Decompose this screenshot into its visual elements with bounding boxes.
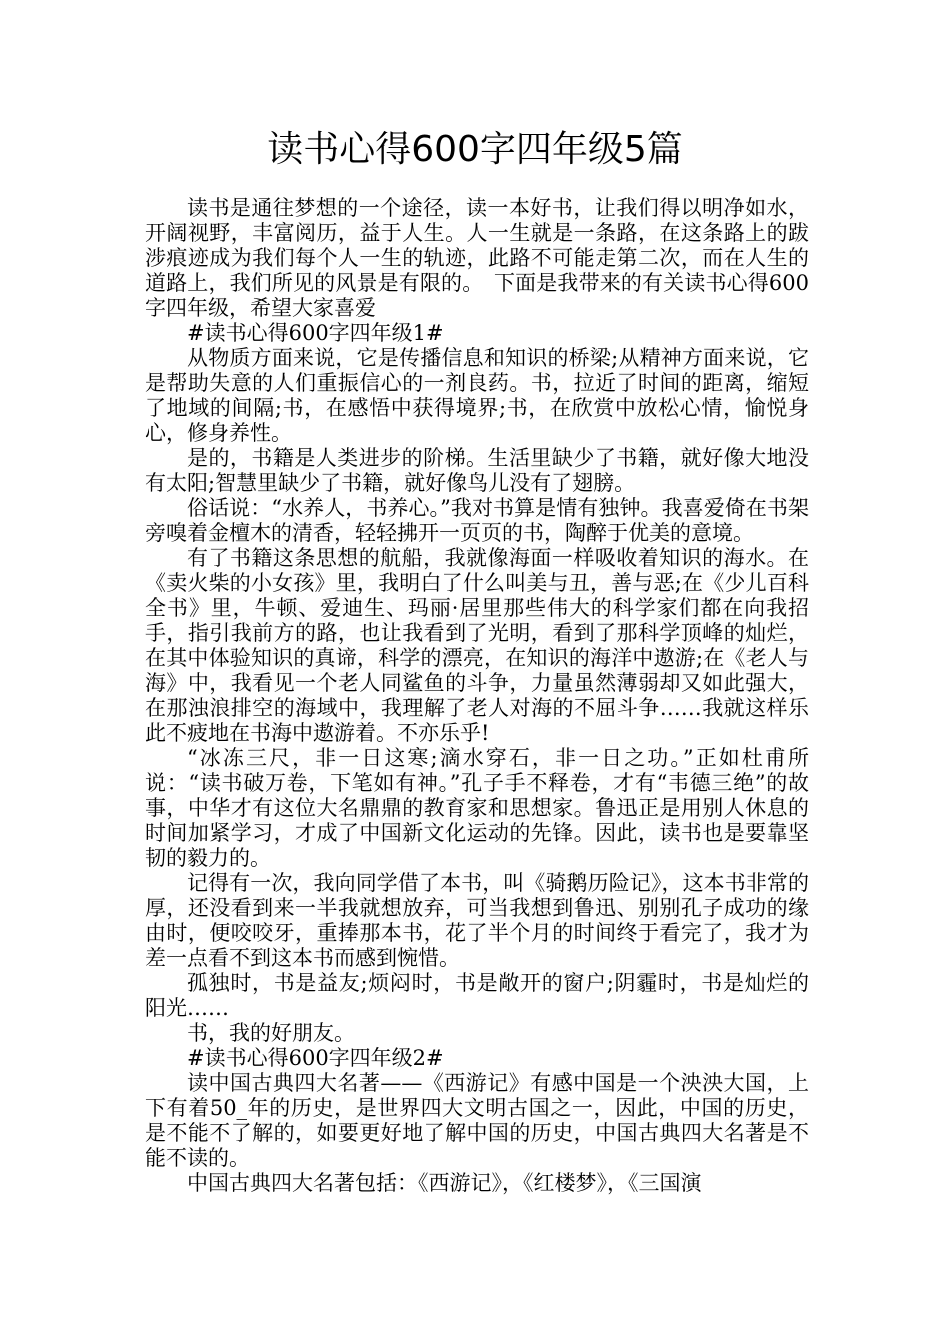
document-title: 读书心得600字四年级5篇 — [267, 129, 683, 170]
document-body — [145, 196, 809, 1196]
intro-paragraph: 读书是通往梦想的一个途径，读一本好书，让我们得以明净如水，开阔视野，丰富阅历，益于人生。人一生就是一条路，在这条路上的跋涉痕迹成为我们每个人一生的轨迹，此路不可能走第二次，而在人生的道路上，我们所见的风景是有限的。 下面是我带来的有关读书心得600字四年级，希望大家喜爱 — [145, 196, 809, 320]
section-heading-1: #读书心得600字四年级1# — [187, 321, 444, 345]
paragraph: 有了书籍这条思想的航船，我就像海面一样吸收着知识的海水。在《卖火柴的小女孩》里，我明白了什么叫美与丑，善与恶;在《少儿百科全书》里，牛顿、爱迪生、玛丽·居里那些伟大的科学家们都在向我招手，指引我前方的路，也让我看到了光明，看到了那科学顶峰的灿烂，在其中体验知识的真谛，科学的漂亮，在知识的海洋中遨游;在《老人与海》中，我看见一个老人同鲨鱼的斗争，力量虽然薄弱却又如此强大，在那浊浪排空的海域中，我理解了老人对海的不屈斗争……我就这样乐此不疲地在书海中遨游着。不亦乐乎! — [145, 546, 809, 745]
paragraph: 书，我的好朋友。 — [187, 1021, 355, 1045]
paragraph: 孤独时，书是益友;烦闷时，书是敞开的窗户;阴霾时，书是灿烂的阳光…… — [145, 971, 809, 1020]
paragraph: 读中国古典四大名著——《西游记》有感中国是一个泱泱大国，上下有着50_年的历史，是世界四大文明古国之一，因此，中国的历史，是不能不了解的，如要更好地了解中国的历史，中国古典四大名著是不能不读的。 — [145, 1071, 809, 1170]
paragraph: 俗话说：“水养人，书养心。”我对书算是情有独钟。我喜爱倚在书架旁嗅着金檀木的清香，轻轻拂开一页页的书，陶醉于优美的意境。 — [145, 496, 809, 545]
paragraph: 是的，书籍是人类进步的阶梯。生活里缺少了书籍，就好像大地没有太阳;智慧里缺少了书籍，就好像鸟儿没有了翅膀。 — [145, 446, 809, 495]
paragraph: 从物质方面来说，它是传播信息和知识的桥梁;从精神方面来说，它是帮助失意的人们重振信心的一剂良药。书，拉近了时间的距离，缩短了地域的间隔;书，在感悟中获得境界;书，在欣赏中放松心情，愉悦身心，修身养性。 — [145, 346, 809, 445]
paragraph: 中国古典四大名著包括：《西游记》，《红楼梦》，《三国演 — [187, 1171, 702, 1195]
paragraph: “冰冻三尺，非一日这寒;滴水穿石，非一日之功。”正如杜甫所说：“读书破万卷，下笔如有神。”孔子手不释卷，才有“韦德三绝”的故事，中华才有这位大名鼎鼎的教育家和思想家。鲁迅正是用别人休息的时间加紧学习，才成了中国新文化运动的先锋。因此，读书也是要靠坚韧的毅力的。 — [145, 746, 809, 870]
paragraph: 记得有一次，我向同学借了本书，叫《骑鹅历险记》，这本书非常的厚，还没看到来一半我就想放弃，可当我想到鲁迅、别别孔子成功的缘由时，便咬咬牙，重捧那本书，花了半个月的时间终于看完了，我才为差一点看不到这本书而感到惋惜。 — [145, 871, 809, 970]
section-heading-2: #读书心得600字四年级2# — [187, 1046, 444, 1070]
